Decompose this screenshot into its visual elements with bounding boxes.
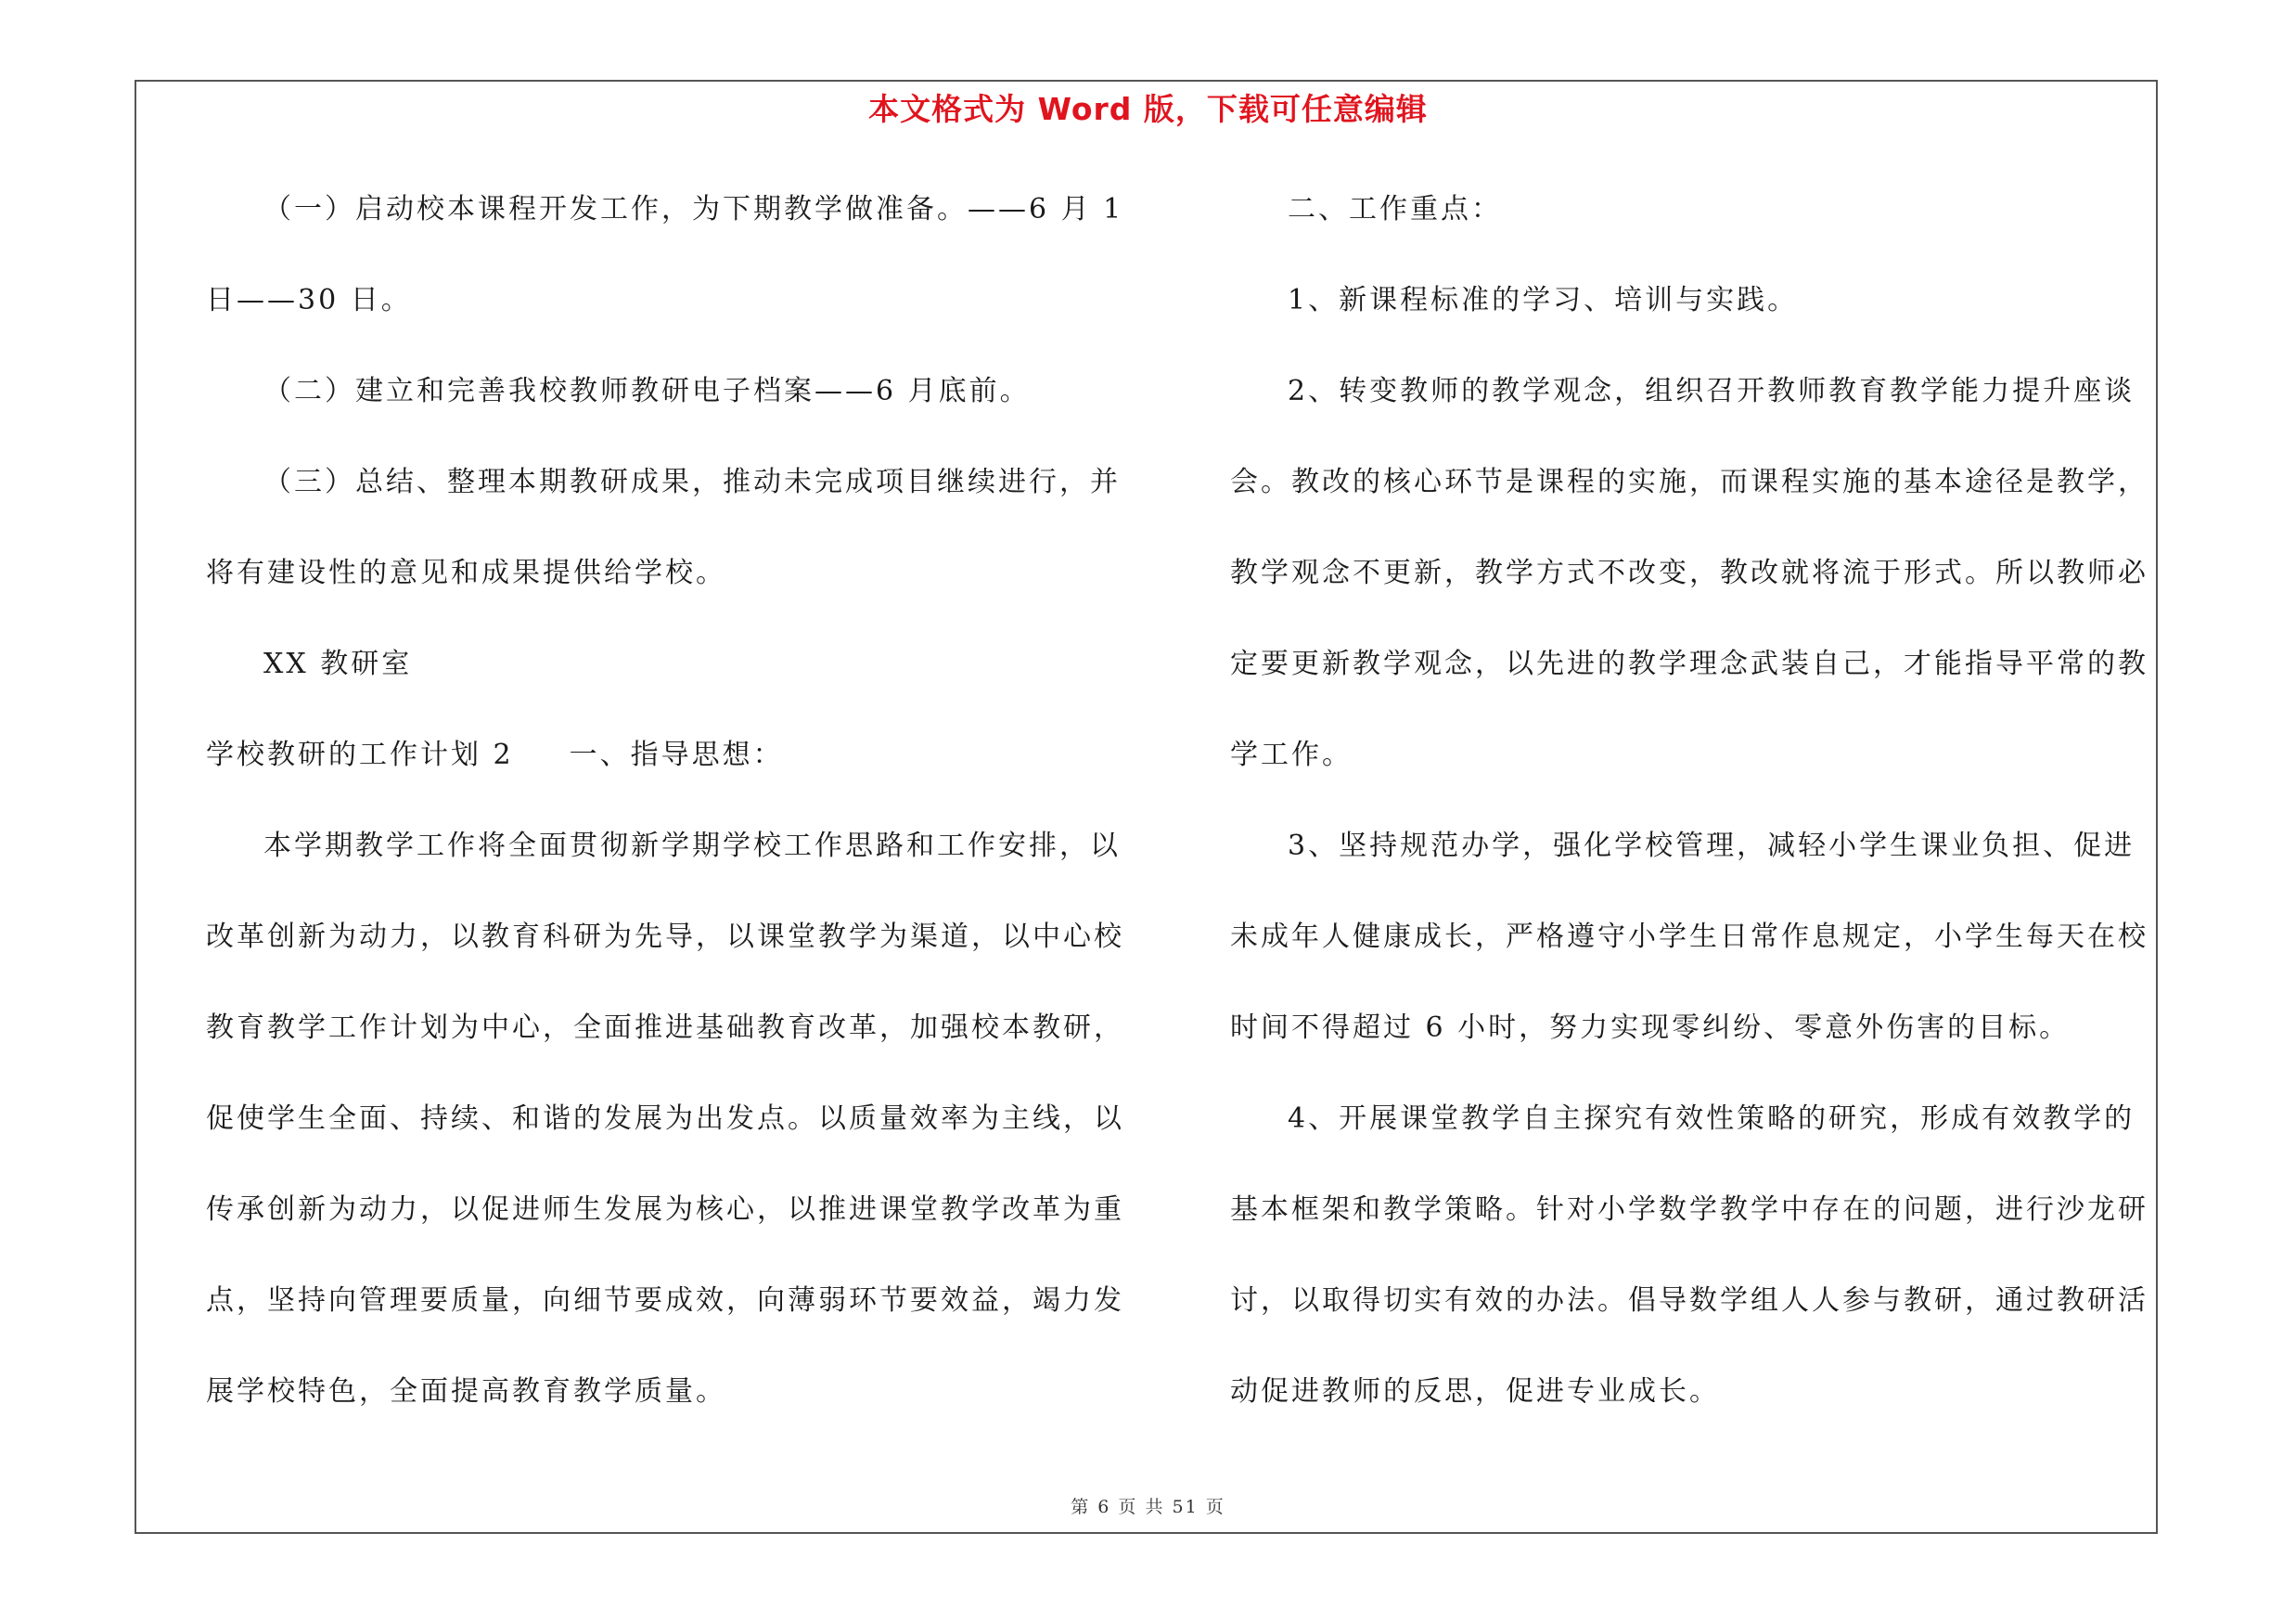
- paragraph-line: 日——30 日。: [206, 284, 412, 316]
- section-heading: 一、指导思想：: [569, 739, 784, 771]
- paragraph-line: 未成年人健康成长，严格遵守小学生日常作息规定，小学生每天在校: [1230, 921, 2148, 953]
- paragraph-line: 4、开展课堂教学自主探究有效性策略的研究，形成有效教学的: [1288, 1102, 2136, 1135]
- paragraph-line: （二）建立和完善我校教师教研电子档案——6 月底前。: [263, 375, 1031, 407]
- paragraph-line: 会。教改的核心环节是课程的实施，而课程实施的基本途径是教学，: [1230, 466, 2148, 498]
- paragraph-line: 2、转变教师的教学观念，组织召开教师教育教学能力提升座谈: [1288, 375, 2136, 407]
- paragraph-line: 教育教学工作计划为中心，全面推进基础教育改革，加强校本教研，: [206, 1011, 1124, 1044]
- paragraph-line: 动促进教师的反思，促进专业成长。: [1230, 1375, 1720, 1408]
- paragraph-line: 展学校特色，全面提高教育教学质量。: [206, 1375, 726, 1408]
- paragraph-line: 促使学生全面、持续、和谐的发展为出发点。以质量效率为主线，以: [206, 1102, 1124, 1135]
- section-heading: 二、工作重点：: [1288, 193, 1502, 225]
- right-column: [1230, 182, 2167, 1455]
- paragraph-line: 学工作。: [1230, 739, 1353, 771]
- paragraph-line: 传承创新为动力，以促进师生发展为核心，以推进课堂教学改革为重: [206, 1193, 1124, 1226]
- page-number-footer: 第 6 页 共 51 页: [1071, 1497, 1225, 1517]
- section-heading-line: [206, 728, 1152, 818]
- paragraph-line: 本学期教学工作将全面贯彻新学期学校工作思路和工作安排，以: [263, 830, 1121, 862]
- paragraph-line: 定要更新教学观念，以先进的教学理念武装自己，才能指导平常的教: [1230, 648, 2148, 680]
- paragraph-line: 3、坚持规范办学，强化学校管理，减轻小学生课业负担、促进: [1288, 830, 2136, 862]
- paragraph-line: 点，坚持向管理要质量，向细节要成效，向薄弱环节要效益，竭力发: [206, 1284, 1124, 1317]
- paragraph-line: 讨，以取得切实有效的办法。倡导数学组人人参与教研，通过教研活: [1230, 1284, 2148, 1317]
- paragraph-line: （一）启动校本课程开发工作，为下期教学做准备。——6 月 1: [263, 193, 1124, 225]
- paragraph-line: （三）总结、整理本期教研成果，推动未完成项目继续进行，并: [263, 466, 1121, 498]
- paragraph-line: 将有建设性的意见和成果提供给学校。: [206, 557, 726, 589]
- left-column: [206, 182, 1152, 1455]
- header-banner: 本文格式为 Word 版，下载可任意编辑: [868, 91, 1428, 127]
- paragraph-line: 改革创新为动力，以教育科研为先导，以课堂教学为渠道，以中心校: [206, 921, 1124, 953]
- document-subtitle: 学校教研的工作计划 2: [206, 739, 514, 771]
- paragraph-line: 教学观念不更新，教学方式不改变，教改就将流于形式。所以教师必: [1230, 557, 2148, 589]
- signature-line: XX 教研室: [263, 648, 413, 680]
- paragraph-line: 基本框架和教学策略。针对小学数学教学中存在的问题，进行沙龙研: [1230, 1193, 2148, 1226]
- paragraph-line: 1、新课程标准的学习、培训与实践。: [1288, 284, 1799, 316]
- paragraph-line: 时间不得超过 6 小时，努力实现零纠纷、零意外伤害的目标。: [1230, 1011, 2071, 1044]
